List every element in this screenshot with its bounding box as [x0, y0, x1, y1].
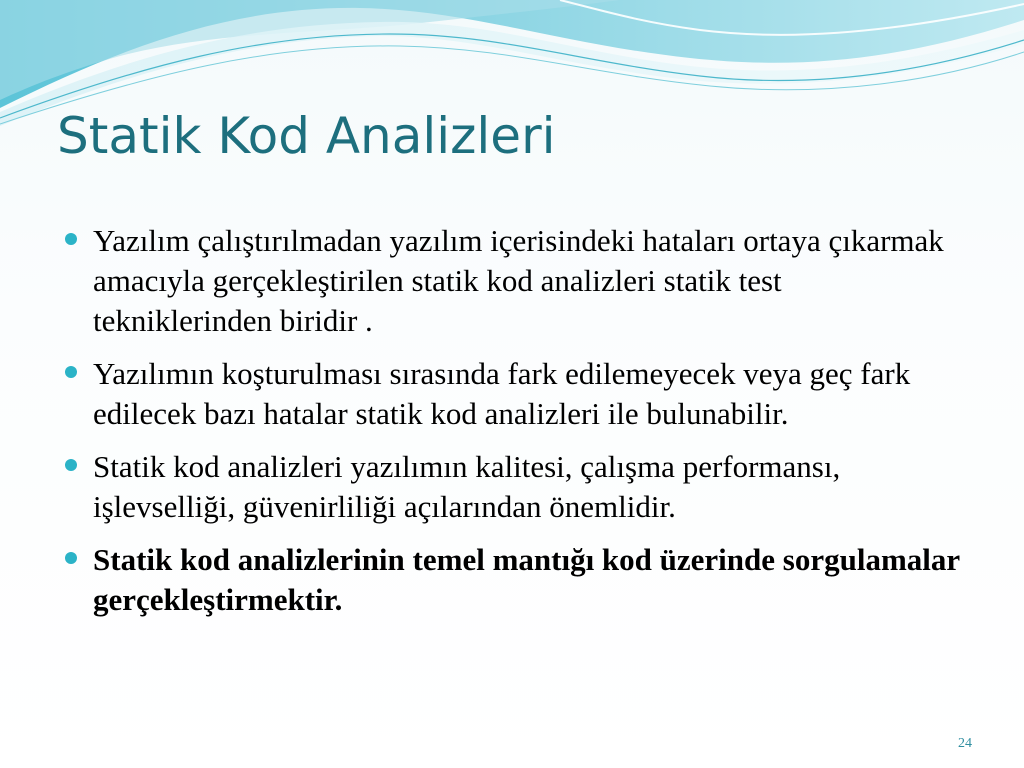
bullet-list: [60, 221, 960, 633]
bullet-item: [60, 447, 960, 527]
bullet-text: Statik kod analizleri yazılımın kalitesi, çalışma performansı, işlevselliği, güvenirliliği açılarından önemlidir.: [93, 449, 841, 524]
bullet-icon: [65, 459, 77, 471]
bullet-icon: [65, 366, 77, 378]
bullet-text: Yazılım çalıştırılmadan yazılım içerisindeki hataları ortaya çıkarmak amacıyla gerçekleştirilen statik kod analizleri statik test tekniklerinden biridir .: [93, 223, 944, 338]
bullet-text: Yazılımın koşturulması sırasında fark edilemeyecek veya geç fark edilecek bazı hatalar statik kod analizleri ile bulunabilir.: [93, 356, 911, 431]
slide-title: Statik Kod Analizleri: [57, 107, 556, 165]
bullet-item: [60, 354, 960, 434]
page-number: 24: [958, 736, 972, 751]
bullet-text: Statik kod analizlerinin temel mantığı kod üzerinde sorgulamalar gerçekleştirmektir.: [93, 542, 960, 617]
bullet-icon: [65, 233, 77, 245]
bullet-item: [60, 221, 960, 341]
bullet-icon: [65, 552, 77, 564]
bullet-item-emphasized: [60, 540, 960, 620]
